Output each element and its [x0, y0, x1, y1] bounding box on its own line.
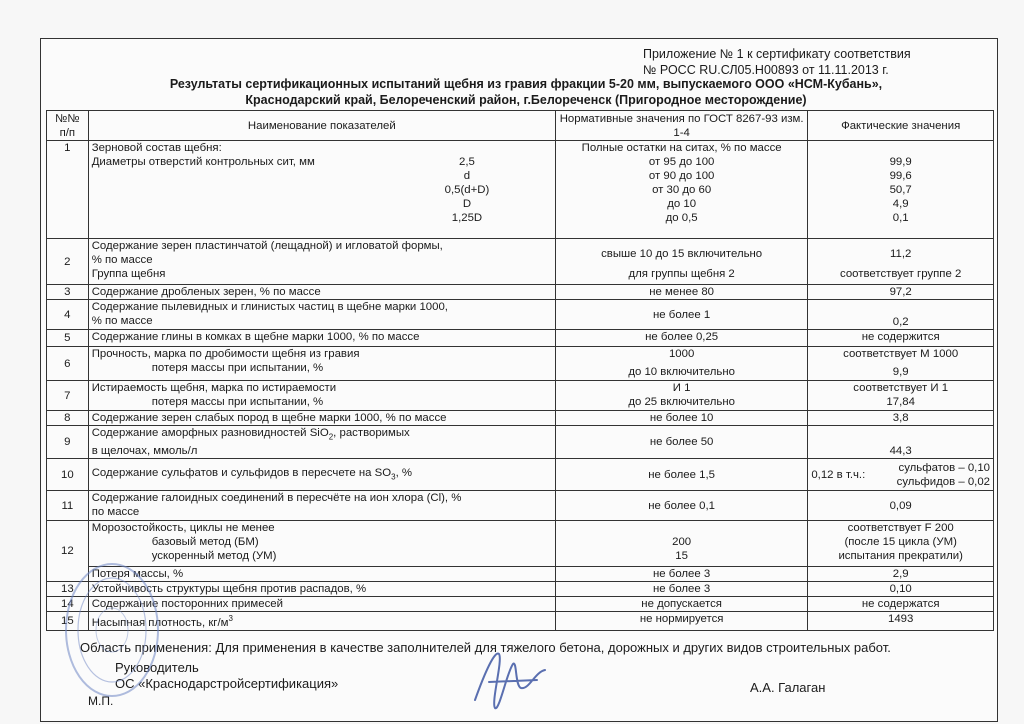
row-name	[88, 141, 555, 239]
row-name: Содержание глины в комках в щебне марки 1000, % по массе	[88, 330, 555, 347]
fact-line: испытания прекратили)	[838, 550, 963, 563]
norm-line: Полные остатки на ситах, % по массе	[581, 142, 782, 154]
name-line: потеря массы при испытании, %	[151, 362, 324, 374]
table-row	[47, 426, 994, 459]
annex-line-1: Приложение № 1 к сертификату соответствия	[643, 47, 911, 61]
head-line-1: Руководитель	[115, 660, 199, 675]
row-number: 7	[47, 381, 89, 411]
row-fact	[808, 239, 994, 285]
table-row	[47, 285, 994, 300]
fact-line: 50,7	[889, 184, 912, 196]
row-fact	[808, 141, 994, 239]
row-fact	[808, 347, 994, 381]
name-line: Содержание аморфных разновидностей SiO$_2$, растворимых	[91, 427, 410, 442]
sieve-size: 0,5(d+D)	[444, 184, 490, 196]
row-norm: не более 10	[555, 411, 807, 426]
norm-line: до 10	[667, 198, 697, 210]
row-norm	[555, 521, 807, 567]
row-norm: не более 1,5	[555, 459, 807, 491]
row-number: 11	[47, 491, 89, 521]
row-norm: не более 3	[555, 567, 807, 582]
fact-line: соответствует F 200	[847, 522, 954, 535]
fact-line: 99,6	[889, 170, 912, 182]
table-header-row	[47, 111, 994, 141]
table-row	[47, 411, 994, 426]
name-line: Содержание зерен пластинчатой (лещадной) и игловатой формы,	[91, 240, 443, 252]
fact-line: 9,9	[892, 366, 909, 378]
table-row	[47, 239, 994, 285]
row-number: 14	[47, 597, 89, 612]
norm-line: до 10 включительно	[628, 366, 735, 378]
seal-place-label: М.П.	[88, 694, 114, 708]
row-name: Насыпная плотность, $кг/м^3$	[88, 612, 555, 631]
row-number: 2	[47, 239, 89, 285]
row-fact: 2,9	[808, 567, 994, 582]
row-fact: 0,09	[808, 491, 994, 521]
table-row	[47, 330, 994, 347]
scope-of-application: Область применения: Для применения в качестве заполнителей для тяжелого бетона, дорожных и других видов строительных работ.	[80, 640, 891, 655]
sieve-sizes	[422, 155, 512, 225]
fact-line: соответствует И 1	[853, 382, 949, 394]
table-row	[47, 582, 994, 597]
fact-line: сульфидов – 0,02	[896, 475, 990, 488]
fact-line: 0,1	[892, 212, 909, 224]
row-number: 3	[47, 285, 89, 300]
norm-line: от 95 до 100	[648, 156, 715, 168]
round-stamp	[52, 560, 160, 700]
name-line: Группа щебня	[91, 268, 166, 280]
col-fact-header: Фактические значения	[808, 111, 994, 141]
fact-line: 99,9	[889, 156, 912, 168]
name-line: базовый метод (БМ)	[151, 536, 259, 549]
name-line: ускоренный метод (УМ)	[151, 550, 277, 563]
row-fact: 44,3	[808, 426, 994, 459]
col-number-header: №№ п/п	[47, 111, 89, 141]
table-row	[47, 300, 994, 330]
row-norm	[555, 141, 807, 239]
row-norm: не более 0,25	[555, 330, 807, 347]
row-norm: не более 3	[555, 582, 807, 597]
row-fact	[808, 459, 994, 491]
row-name: Потеря массы, %	[88, 567, 555, 582]
fact-line: 11,2	[890, 247, 912, 260]
row-norm	[555, 347, 807, 381]
name-line: Прочность, марка по дробимости щебня из гравия	[91, 348, 360, 360]
norm-line: до 0,5	[665, 212, 698, 224]
name-line: Морозостойкость, циклы не менее	[91, 522, 275, 535]
fact-line: соответствует М 1000	[843, 348, 959, 360]
norm-line: 15	[675, 550, 688, 563]
row-fact: не содержатся	[808, 597, 994, 612]
row-fact: 1493	[808, 612, 994, 631]
row-fact: 97,2	[808, 285, 994, 300]
name-line: Диаметры отверстий контрольных сит, мм	[91, 156, 315, 168]
row-fact: 0,2	[808, 300, 994, 330]
row-norm: не более 0,1	[555, 491, 807, 521]
sieve-block	[92, 155, 552, 225]
row-name	[88, 239, 555, 285]
row-fact	[808, 381, 994, 411]
row-norm	[555, 239, 807, 285]
row-number: 4	[47, 300, 89, 330]
row-name: Содержание сульфатов и сульфидов в пересчете на $SO_3$, %	[88, 459, 555, 491]
name-line: в щелочах, ммоль/л	[91, 445, 198, 458]
table-row	[47, 141, 994, 239]
name-line: Содержание галоидных соединений в пересчёте на ион хлора (Cl), %	[91, 492, 462, 505]
fact-line: 17,84	[886, 396, 915, 408]
sieve-size: 1,25D	[451, 212, 483, 224]
row-name: Содержание посторонних примесей	[88, 597, 555, 612]
row-name	[88, 381, 555, 411]
table-row	[47, 459, 994, 491]
norm-line: 200	[672, 536, 692, 549]
fact-line: 4,9	[892, 198, 909, 210]
row-fact: не содержится	[808, 330, 994, 347]
norm-line: от 90 до 100	[648, 170, 715, 182]
row-name	[88, 426, 555, 459]
fact-line: сульфатов – 0,10	[898, 461, 990, 474]
row-norm	[555, 381, 807, 411]
row-norm: не нормируется	[555, 612, 807, 631]
name-line: Зерновой состав щебня:	[91, 142, 222, 154]
name-line: по массе	[91, 506, 140, 519]
name-line: Истираемость щебня, марка по истираемости	[91, 382, 337, 394]
norm-line: от 30 до 60	[652, 184, 712, 196]
table-row	[47, 612, 994, 631]
row-number: 9	[47, 426, 89, 459]
row-number: 6	[47, 347, 89, 381]
norm-line: 1000	[668, 348, 695, 360]
row-number: 1	[47, 141, 89, 239]
row-number: 15	[47, 612, 89, 631]
row-name: Содержание зерен слабых пород в щебне марки 1000, % по массе	[88, 411, 555, 426]
row-number: 5	[47, 330, 89, 347]
annex-line-2: № РОСС RU.СЛ05.Н00893 от 11.11.2013 г.	[643, 63, 889, 77]
row-name	[88, 300, 555, 330]
name-line: % по массе	[91, 254, 153, 266]
table-row	[47, 521, 994, 567]
row-number: 8	[47, 411, 89, 426]
table-row	[47, 597, 994, 612]
row-norm: не менее 80	[555, 285, 807, 300]
table-row	[47, 491, 994, 521]
row-norm: не более 50	[555, 426, 807, 459]
norm-line: свыше 10 до 15 включительно	[601, 247, 763, 260]
row-number: 12	[47, 521, 89, 582]
results-table	[46, 110, 994, 631]
table-row	[47, 567, 994, 582]
row-number: 13	[47, 582, 89, 597]
title-line-2: Краснодарский край, Белореченский район, г.Белореченск (Пригородное месторождение)	[245, 93, 807, 107]
fact-total: 0,12 в т.ч.:	[811, 468, 866, 481]
row-name	[88, 491, 555, 521]
sieve-size: D	[462, 198, 472, 210]
row-fact: 0,10	[808, 582, 994, 597]
sieve-size: d	[463, 170, 471, 182]
table-row	[47, 347, 994, 381]
col-name-header: Наименование показателей	[88, 111, 555, 141]
row-norm: не допускается	[555, 597, 807, 612]
norm-line: И 1	[672, 382, 691, 394]
table-row	[47, 381, 994, 411]
name-line: Содержание пылевидных и глинистых частиц в щебне марки 1000,	[91, 301, 448, 313]
row-norm: не более 1	[555, 300, 807, 330]
row-name: Устойчивость структуры щебня против распадов, %	[88, 582, 555, 597]
fact-line: (после 15 цикла (УМ)	[844, 536, 957, 549]
name-line: потеря массы при испытании, %	[151, 396, 324, 408]
row-name: Содержание дробленых зерен, % по массе	[88, 285, 555, 300]
fact-line: соответствует группе 2	[840, 267, 962, 280]
title-line-1: Результаты сертификационных испытаний щебня из гравия фракции 5-20 мм, выпускаемого ООО «НСМ-Кубань»,	[169, 77, 883, 91]
col-norm-header: Нормативные значения по ГОСТ 8267-93 изм. 1-4	[555, 111, 807, 141]
row-fact	[808, 521, 994, 567]
row-name	[88, 347, 555, 381]
norm-line: для группы щебня 2	[628, 267, 735, 280]
norm-line: до 25 включительно	[628, 396, 735, 408]
signature-mark	[465, 642, 555, 718]
signer-name: А.А. Галаган	[750, 680, 826, 695]
row-number: 10	[47, 459, 89, 491]
name-line: % по массе	[91, 315, 153, 327]
sieve-size: 2,5	[459, 156, 475, 168]
row-fact: 3,8	[808, 411, 994, 426]
annex-reference	[643, 46, 911, 78]
head-line-2: ОС «Краснодарстройсертификация»	[115, 676, 339, 691]
document-title	[96, 76, 956, 108]
